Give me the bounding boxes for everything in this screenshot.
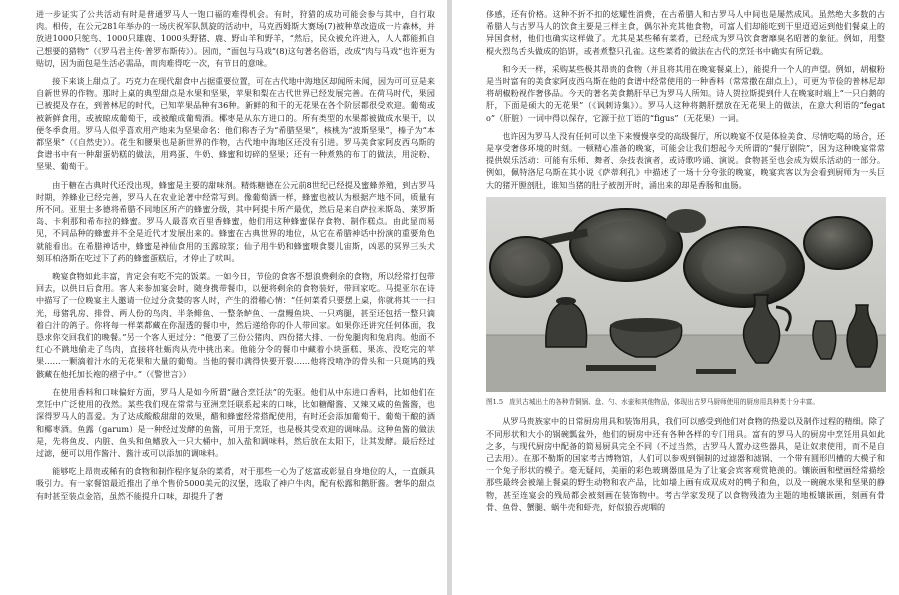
figure-number: 图1.5 [486, 397, 504, 406]
left-paragraph-4: 晚宴食物如此丰富，肯定会有吃不完的饭菜。一如今日，节俭的食客不想浪费剩余的食物，所以经常打包带回去，以供日后食用。客人来参加宴会时，随身携带餐巾，以便将剩余的食物装好，带回家吃。马提亚尔在诗中描写了一位晚宴主人邀请一位过分贪婪的客人时，产生的滑稽心情：“任何菜肴只要摆上桌，你就将其一一扫光，母猪乳房、排骨、两人份的鸟肉、半条鲱鱼、一整条鲈鱼、一盘鳗鱼块、一只鸡腿，甚至还包括一整只滴着白汁的鸽子。你将每一样菜都藏在你湿透的餐巾中，然后递给你的仆人带回家。如果你还讲究任何体面，我恳求你交回我们的晚餐。”另一个客人更过分：“他要了三份公猪肉、四份猪大排、一份兔腿肉和兔肩肉。他面不红心不跳地偷走了鸟肉，直接将牡蛎肉从壳中挑出来。他能分令的餐巾中藏着小块蛋糕、果冻、没吃完的苹果……一颗滴着汁水的无花果和大量的葡萄。当他的餐巾满得快要开裂……他将没啃净的骨头和一只斑鸠的残骸藏在他托加长袍的褶子中。”（《警世言》） [36, 271, 435, 379]
left-paragraph-1: 进一步证实了公共活动有时是普通罗马人一饱口福的难得机会。有时，狩猎的成功可能会参与其中，自行取肉。相传，在公元281年举办的一场庆祝军队凯旋的活动中，马克西姆斯大赛场(7)被种草改造成一片森林，并放进1000只鸵鸟、1000只雄鹿、1000头野猪、鹿、野山羊和野羊，“然后，民众被允许进入，人人都能抓自己想要的猎物”（《罗马君主传·普罗布斯传》）。因而，“面包与马戏”(8)这句著名俗语，改成“肉与马戏”也许更为贴切，因为面包是生活必需品，而肉难得吃一次，有节日的意味。 [36, 9, 435, 68]
left-page [0, 0, 447, 595]
kitchenware-photo [486, 197, 886, 392]
left-paragraph-2: 接下来谈上甜点了。巧克力在现代甜食中占据重要位置，可在古代地中海地区却闻所未闻，因为可可豆是来自新世界的作物。那时上桌的典型甜点是水果和坚果，苹果和梨在古代世界已经发展完善。在荷马时代，果园已被提及存在，到普林尼的时代，已知苹果品种有36种。新鲜的和干的无花果在各个阶层都很受欢迎。葡萄或被新鲜食用，或被晾成葡萄干，或被酿成葡萄酒。椰枣是从东方进口的。所有类型的水果都被做成水果干，以便冬季食用。罗马人似乎喜欢用产地来为坚果命名：他们称杏子为“希腊坚果”，核桃为“波斯坚果”，榛子为“本都坚果”（《自然史》）。花生和腰果也是新世界的作物，古代地中海地区还没有引进。罗马美食家阿皮西乌斯的食谱书中有一种甜蛋奶糕的做法，用鸡蛋、牛奶、蜂蜜和切碎的坚果；还有一种煮熟的布丁的做法，用淀粉、坚果、葡萄干。 [36, 76, 435, 172]
right-paragraph-4: 从罗马贵族家中的日常厨房用具和装饰用具，我们可以感受到他们对食物的热爱以及制作过程的精细。除了不同形状和大小的锅碗瓢盆外，他们的厨房中还有各种各样的专门用具。富有的罗马人的厨房中烹饪用具如此之多，与现代厨房中配备的简易厨具完全不同（不过当然，古罗马人置办这些器具，是让奴隶使用，而不是自己去用）。在那不勒斯的国家考古博物馆，人们可以参观到铜制的过滤器和滤锅、一个带有圆形凹槽的大模子和一个兔子形状的模子。毫无疑问，美丽的彩色玻璃器皿是为了让宴会宾客观赏艳羡的。镶嵌画和壁画经常描绘那些最终会被端上餐桌的野生动物和农产品，比如墙上画有成双成对的鸭子和鱼，以及一碗碗水果和坚果的静物，甚至连宴会的残局都会被刻画在装饰物中。考古学家发现了以食物残渣为主题的地板镶嵌画，刻画有骨骨、鱼骨、蟹腿、蜗牛壳和虾壳，好似狼吞虎咽的 [486, 416, 885, 512]
left-paragraph-5: 在使用香料和口味偏好方面，罗马人是如今所谓“融合烹饪法”的先驱。他们从中东进口香料，比如他们在烹饪中广泛使用的孜然。某些我们现在常常与亚洲烹饪联系起来的口味，比如糖醋酱、又辣又咸的鱼酱酱，也深得罗马人的喜爱。为了达成酸酸甜甜的效果，醋和蜂蜜经常搭配使用，有时还会添加葡萄干、葡萄干酿的酒和椰枣酒。鱼露（garum）是一种经过发酵的鱼酱，可用于烹饪，也是极其受欢迎的调味品。这种鱼酱的做法是，先将鱼皮、内脏、鱼头和鱼鳍放入一只大桶中，加入盐和调味料，然后放在太阳下，让其发酵。最后经过过滤，便可以用作酱汁、酱汁或可以添加的调味料。 [36, 386, 435, 458]
right-paragraph-1: 侈感，还有价格。这种不折不扣的炫耀性消费，在古希腊人和古罗马人中间也是屡然成风。虽然绝大多数的古希腊人与古罗马人的饮食主要是三样主食，偶尔补充其他食物，可富人们却能吃到干里迢迢运到他们餐桌上的异国食材，他们也确实这样做了。尤其是某些稀有菜肴，已经成为罗马饮食奢靡臭名昭著的象征。例如，用整棍火烈鸟舌头做成的馅饼，或者煮整只孔雀。这些菜肴的做法在古代的烹饪书中确实有所记载。 [486, 9, 885, 56]
left-paragraph-3: 由于糖在古典时代还没出现，蜂蜜是主要的甜味剂。精炼糖德在公元前8世纪已经提及蜜蜂养殖，到古罗马时期，养蜂业已经完善，罗马人在农业论著中经常写到。像葡萄酒一样，蜂蜜也被认为根据产地不同，质量有所不同。亚里士多德将希腊不同地区所产的蜂蜜分级，其中阿提卡所产最优，然后是来自萨拉米斯岛、莱罗斯岛、卡利那和希布拉的蜂蜜。罗马人最喜欢百里香蜂蜜，他们用这种蜂蜜保存食物、制作糕点。由此显而易见，不同品种的蜂蜜并不全是近代才发展出来的。蜂蜜在古典世界的地位，从它在希腊神话中扮演的重要角色就能看出。在希腊神话中，蜂蜜是神仙食用的玉露琼浆；仙子用牛奶和蜂蜜喂食婴儿宙斯，凶恶的冥界三头犬刻耳柏洛斯在吃过下了药的蜂蜜蛋糕后，才停止了吠叫。 [36, 179, 435, 263]
right-page [452, 0, 899, 595]
figure-caption [486, 398, 885, 408]
bronze-vessels-illustration [486, 197, 886, 392]
right-paragraph-3: 也许因为罗马人没有任何可以坐下来慢慢享受的高级餐厅，所以晚宴不仅是体验美食、尽情吃喝的场合，还是享受奢侈环境的时刻。一顿精心准备的晚宴，可能会让我们想起今天所谓的“餐厅剧院”，因为这种晚宴常常提供娱乐活动：可能有乐师、舞者、杂技表演者，或诗歌吟诵、演说。食物甚至也会成为娱乐活动的一部分。例如，佩特洛尼乌斯在其小说《萨蒂利孔》中描述了一场十分夸张的晚宴，晚宴宾客以为会看到厨师为一头巨大的猪开膛剖肚，谁知当猪的肚子被剖开时，涌出来的却是香肠和血肠。 [486, 130, 885, 190]
left-paragraph-6: 能够吃上昂贵或稀有的食物和制作程序复杂的菜肴，对于那些一心为了炫富或彰显自身地位的人，一直颇具吸引力。有一家餐馆最近推出了单个售价5000美元的汉堡，选取了神户牛肉，配有松露和鹅肝酱。奢华的甜点有时甚至装点金箔，虽然不能提升口味，却提升了奢 [36, 466, 435, 501]
figure-caption-text: 庞贝古城出土的各种青铜锅、盘、勺、水壶和其他物品，体现出古罗马厨师使用的厨房用具种类十分丰富。 [509, 397, 819, 406]
right-paragraph-2: 和今天一样，采购某些极其昂贵的食物（并且将其用在晚宴餐桌上），能提升一个人的声望。例如，胡椒粉是当时富有的美食家阿皮西乌斯在他的食谱中经常使用的一种香料（常常撒在甜点上），可更为节俭的普林尼却将胡椒粉视作奢侈品。今天的著名美食鹅肝早已为罗马人所知。诗人贺拉斯提到什人在晚宴时端上“一只白鹅的肝，下面是硕大的无花果”（《讽刺诗集》）。罗马人这种将鹅肝摆放在无花果上的做法，在意大利语的“fegato”（肝脏）一词中得以保存，它源于拉丁语的“figus”（无花果）一词。 [486, 63, 885, 123]
